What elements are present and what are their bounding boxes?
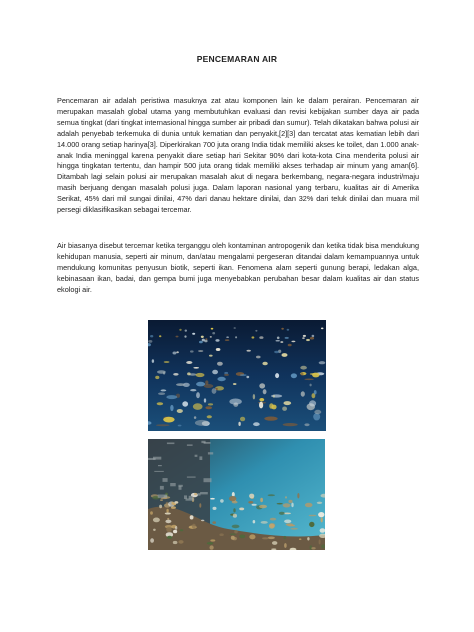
polluted-shore-photo (148, 439, 325, 550)
polluted-water-image (148, 320, 326, 431)
paragraph-1: Pencemaran air adalah peristiwa masuknya zat atau komponen lain ke dalam perairan. Pencemaran air merupakan masalah global utama yang membutuhkan evaluasi dan revisi kebijakan sumber daya air pada semua tingkat (dari tingkat internasional hingga sumber air pribadi dan sumur). Telah dikatakan bahwa polusi air adalah penyebab terkemuka di dunia untuk kematian dan penyakit,[2][3] dan tercatat atas kematian lebih dari 14.000 orang setiap harinya[3]. Diperkirakan 700 juta orang India tidak memiliki akses ke toilet, dan 1.000 anak-anak India meninggal karena penyakit diare setiap hari Sekitar 90% dari kota-kota Cina menderita polusi air hingga tingkatan tertentu, dan hampir 500 juta orang tidak memiliki akses terhadap air minum yang aman[6]. Ditambah lagi selain polusi air merupakan masalah akut di negara berkembang, negara-negara industri/maju masih berjuang dengan masalah polusi juga. Dalam laporan nasional yang terbaru, kualitas air di Amerika Serikat, 45% dari mil sungai dinilai, 47% dari danau hektare dinilai, dan 32% dari teluk dinilai dan muara mil persegi diklasifikasikan sebagai tercemar. (57, 96, 419, 215)
polluted-water-photo (148, 320, 326, 431)
polluted-shore-image (148, 439, 325, 550)
paragraph-2: Air biasanya disebut tercemar ketika terganggu oleh kontaminan antropogenik dan ketika tidak bisa mendukung kehidupan manusia, seperti air minum, dan/atau mengalami pergeseran ditandai dalam kemampuannya untuk mendukung komunitas penyusun biotik, seperti ikan. Fenomena alam seperti gunung berapi, ledakan alga, kebinasaan ikan, badai, dan gempa bumi juga menyebabkan perubahan besar dalam kualitas air dan status ekologi air. (57, 241, 419, 294)
page-title: PENCEMARAN AIR (196, 54, 278, 64)
